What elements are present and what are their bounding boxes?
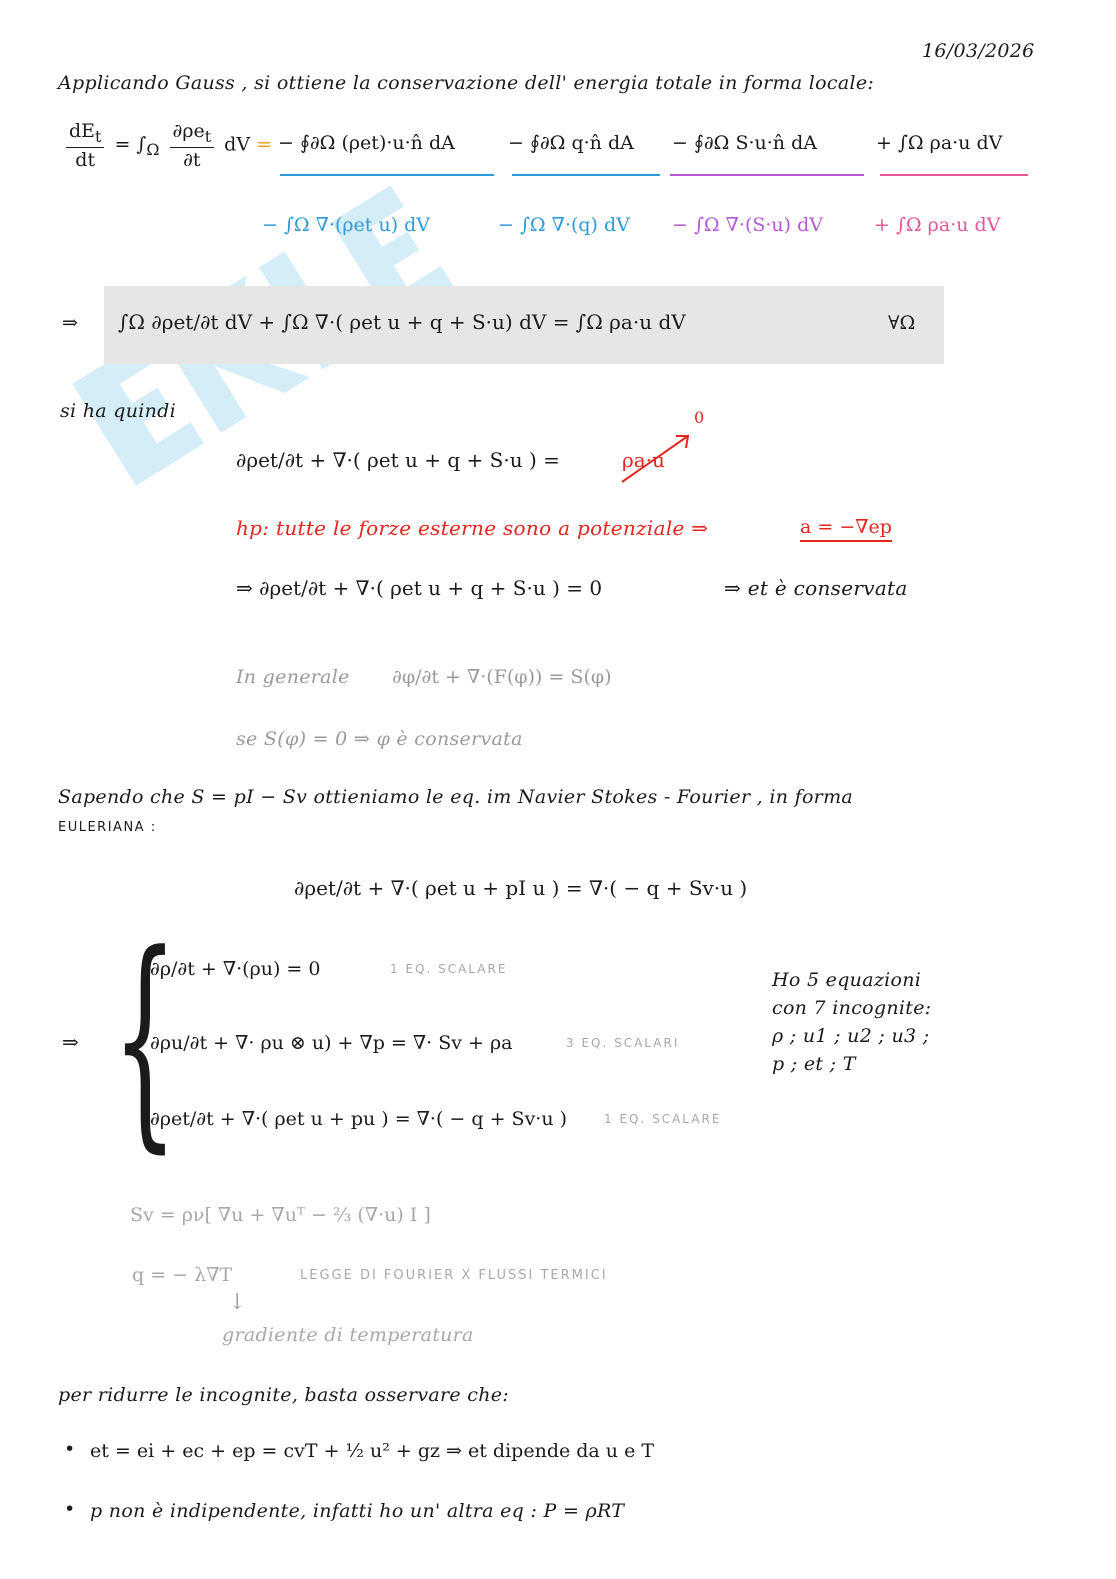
bullet-dot-1: • [64, 1438, 76, 1460]
system-row-3: ∂ρet/∂t + ∇·( ρet u + pu ) = ∇·( − q + Sv·u ) [150, 1108, 568, 1130]
eq3-lhs: ∂ρet/∂t + ∇·( ρet u + q + S·u ) = [236, 448, 560, 472]
bullet-dot-2: • [64, 1498, 76, 1520]
bullet-1: et = ei + ec + ep = cvT + ½ u² + gz ⇒ et dipende da u e T [90, 1440, 655, 1462]
eq4-rhs: ⇒ et è conservata [724, 576, 908, 600]
system-note-3: 1 EQ. SCALARE [604, 1112, 722, 1126]
hp-text: hp: tutte le forze esterne sono a potenziale ⇒ [236, 516, 709, 540]
eq2-term4: + ∫Ω ρa·u dV [874, 214, 1001, 236]
eq4-lhs: ⇒ ∂ρet/∂t + ∇·( ρet u + q + S·u ) = 0 [236, 576, 603, 600]
system-side-note [772, 966, 931, 1078]
boxed-equation: ∫Ω ∂ρet/∂t dV + ∫Ω ∇·( ρet u + q + S·u) dV = ∫Ω ρa·u dV [118, 310, 686, 334]
fourier-note: LEGGE DI FOURIER X FLUSSI TERMICI [300, 1268, 608, 1283]
eq3-zero: 0 [694, 408, 705, 427]
eq1-term3: − ∮∂Ω S·u·n̂ dA [672, 132, 817, 154]
system-row-2: ∂ρu/∂t + ∇· ρu ⊗ u) + ∇p = ∇· Sv + ρa [150, 1032, 513, 1054]
system-row-1: ∂ρ/∂t + ∇·(ρu) = 0 [150, 958, 321, 980]
system-arrow: ⇒ [62, 1030, 79, 1054]
strike-arrow [618, 426, 698, 486]
eq3-rhs: ρa·u [622, 448, 665, 472]
eq2-term1: − ∫Ω ∇·(ρet u) dV [262, 214, 431, 236]
boxed-arrow: ⇒ [62, 312, 78, 334]
side-line-3: ρ ; u1 ; u2 ; u3 ; [772, 1025, 930, 1047]
eq1-term1: − ∮∂Ω (ρet)·u·n̂ dA [278, 132, 455, 154]
bullet-2: p non è indipendente, infatti ho un' altra eq : P = ρRT [90, 1500, 625, 1522]
eq5: ∂ρet/∂t + ∇·( ρet u + pI u ) = ∇·( − q + Sv·u ) [294, 876, 748, 900]
underline-4 [880, 174, 1028, 176]
hp-rhs: a = −∇ep [800, 516, 892, 542]
eq1-lhs: $\frac{dE_t}{dt}$ = $\int_\Omega$ $\frac{\partial\rho e_t}{\partial t}$ dV = [62, 120, 272, 171]
sv-equation: Sv = ρν[ ∇u + ∇uᵀ − ⅔ (∇·u) I ] [130, 1204, 431, 1226]
eq1-term4: + ∫Ω ρa·u dV [876, 132, 1003, 154]
general-eq: ∂φ/∂t + ∇·(F(φ)) = S(φ) [392, 666, 612, 688]
side-line-1: Ho 5 equazioni [772, 969, 922, 991]
intro-text: Applicando Gauss , si ottiene la conservazione dell' energia totale in forma locale: [58, 72, 875, 94]
boxed-forall: ∀Ω [888, 312, 916, 334]
eq1-term2: − ∮∂Ω q·n̂ dA [508, 132, 634, 154]
system-note-2: 3 EQ. SCALARI [566, 1036, 680, 1050]
se-text: se S(φ) = 0 ⇒ φ è conservata [236, 728, 523, 750]
sapendo-line2: EULERIANA : [58, 820, 157, 835]
side-line-2: con 7 incognite: [772, 997, 932, 1019]
system-note-1: 1 EQ. SCALARE [390, 962, 508, 976]
date: 16/03/2026 [922, 40, 1035, 62]
underline-1 [280, 174, 494, 176]
ridurre-text: per ridurre le incognite, basta osservare che: [58, 1384, 509, 1406]
underline-2 [512, 174, 660, 176]
gradient-label: gradiente di temperatura [222, 1324, 474, 1346]
q-equation: q = − λ∇T [132, 1264, 233, 1286]
eq2-term2: − ∫Ω ∇·(q) dV [498, 214, 630, 236]
system-brace: { [112, 906, 178, 1173]
underline-3 [670, 174, 864, 176]
sapendo-line1: Sapendo che S = pI − Sv ottieniamo le eq. im Navier Stokes - Fourier , in forma [58, 786, 854, 808]
down-arrow: ↓ [228, 1290, 247, 1315]
side-line-4: p ; et ; T [772, 1053, 856, 1075]
general-label: In generale [236, 666, 350, 688]
quindi-text: si ha quindi [60, 400, 177, 422]
eq2-term3: − ∫Ω ∇·(S·u) dV [672, 214, 823, 236]
